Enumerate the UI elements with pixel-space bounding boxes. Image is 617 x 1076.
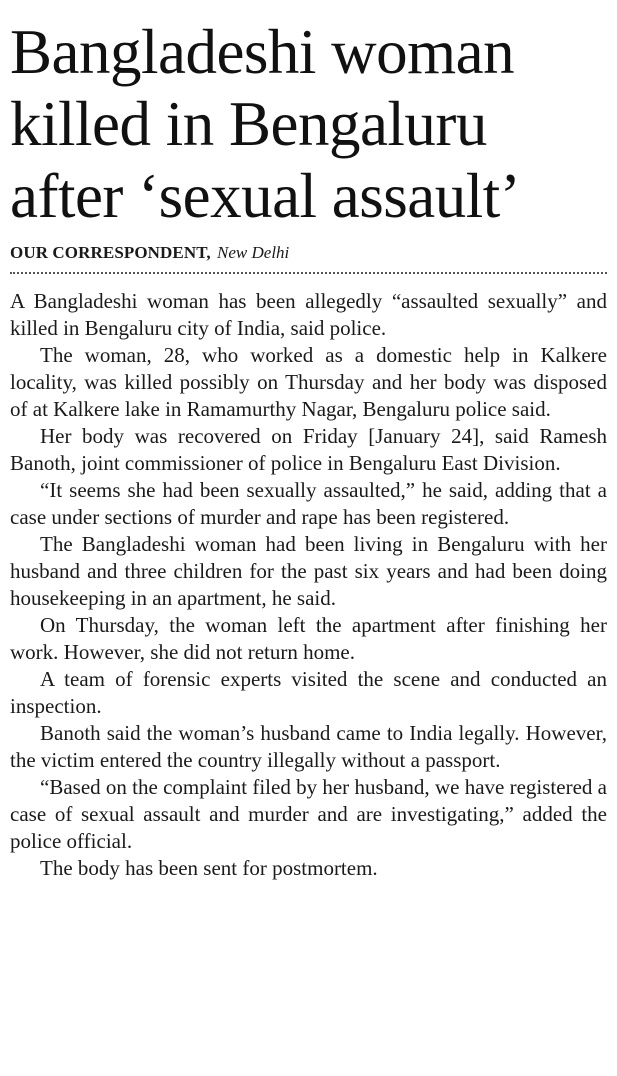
paragraph: “It seems she had been sexually assaulted,” he said, adding that a case under sections of murder and rape has been registered.: [10, 478, 607, 529]
paragraph: The body has been sent for postmortem.: [40, 856, 378, 880]
headline: Bangladeshi woman killed in Bengaluru after ‘sexual assault’: [10, 17, 521, 231]
paragraph: The woman, 28, who worked as a domestic help in Kalkere locality, was killed possibly on Thursday and her body was disposed of at Kalkere lake in Ramamurthy Nagar, Bengaluru police said.: [10, 343, 607, 421]
paragraph: A Bangladeshi woman has been allegedly “assaulted sexually” and killed in Bengaluru city of India, said police.: [10, 289, 607, 340]
paragraph: A team of forensic experts visited the scene and conducted an inspection.: [10, 667, 607, 718]
paragraph: Her body was recovered on Friday [January 24], said Ramesh Banoth, joint commissioner of police in Bengaluru East Division.: [10, 424, 607, 475]
dotted-divider: [10, 272, 607, 274]
byline-author: OUR CORRESPONDENT,: [10, 243, 211, 262]
article-body: [10, 288, 607, 882]
byline-location: New Delhi: [217, 243, 290, 262]
paragraph: “Based on the complaint filed by her husband, we have registered a case of sexual assault and murder and are investigating,” added the police official.: [10, 775, 607, 853]
paragraph: The Bangladeshi woman had been living in Bengaluru with her husband and three children for the past six years and had been doing housekeeping in an apartment, he said.: [10, 532, 607, 610]
paragraph: Banoth said the woman’s husband came to India legally. However, the victim entered the country illegally without a passport.: [10, 721, 607, 772]
byline: [10, 242, 607, 264]
paragraph: On Thursday, the woman left the apartment after finishing her work. However, she did not return home.: [10, 613, 607, 664]
